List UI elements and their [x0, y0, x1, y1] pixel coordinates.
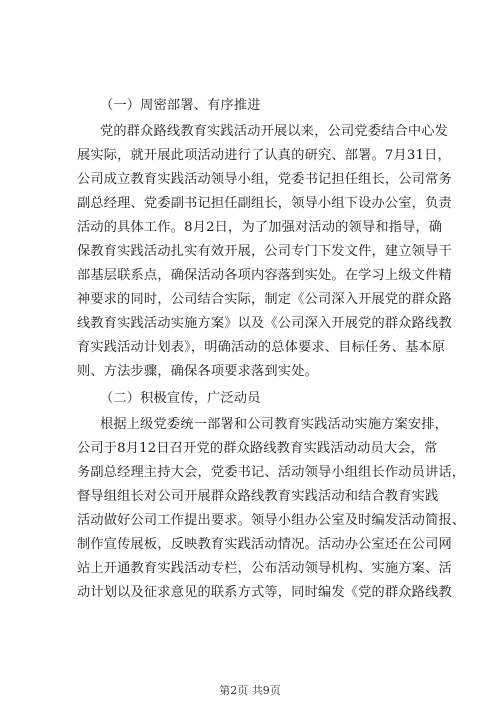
paragraph-line: 线教育实践活动实施方案》以及《公司深入开展党的群众路线教 — [77, 316, 452, 331]
paragraph-line: 党的群众路线教育实践活动开展以来，公司党委结合中心发 — [100, 124, 449, 139]
paragraph-line: 展实际，就开展此项活动进行了认真的研究、部署。7月31日， — [77, 148, 451, 163]
paragraph-line: 育实践活动计划表》，明确活动的总体要求、目标任务、基本原 — [77, 340, 446, 355]
section-heading-2: （二）积极宣传，广泛动员 — [100, 391, 261, 406]
paragraph-line: 则、方法步骤，确保各项要求落到实处。 — [77, 364, 318, 379]
paragraph-line: 根据上级党委统一部署和公司教育实践活动实施方案安排， — [100, 417, 449, 432]
paragraph-line: 公司于8月12日召开党的群众路线教育实践活动动员大会，常 — [77, 441, 438, 456]
paragraph-line: 神要求的同时，公司结合实际，制定《公司深入开展党的群众路 — [77, 292, 452, 307]
paragraph-line: 公司成立教育实践活动领导小组，党委书记担任组长，公司常务 — [77, 172, 452, 187]
paragraph-line: 制作宣传展板，反映教育实践活动情况。活动办公室还在公司网 — [77, 537, 452, 552]
paragraph-line: 副总经理、党委副书记担任副组长，领导小组下设办公室，负责 — [77, 196, 452, 211]
paragraph-line: 站上开通教育实践活动专栏，公布活动领导机构、实施方案、活 — [77, 561, 452, 576]
paragraph-line: 活动做好公司工作提出要求。领导小组办公室及时编发活动简报、 — [77, 513, 466, 528]
paragraph-line: 活动的具体工作。8月2日，为了加强对活动的领导和指导，确 — [77, 220, 443, 235]
section-heading-1: （一）周密部署、有序推进 — [100, 98, 261, 113]
paragraph-line: 务副总经理主持大会，党委书记、活动领导小组组长作动员讲话， — [77, 465, 466, 480]
page-number-footer: 第2页 共9页 — [219, 684, 281, 697]
paragraph-line: 督导组组长对公司开展群众路线教育实践活动和结合教育实践 — [77, 489, 439, 504]
paragraph-line: 部基层联系点，确保活动各项内容落到实处。在学习上级文件精 — [77, 268, 452, 283]
paragraph-line: 保教育实践活动扎实有效开展，公司专门下发文件，建立领导干 — [77, 244, 452, 259]
paragraph-line: 动计划以及征求意见的联系方式等，同时编发《党的群众路线教 — [77, 585, 452, 600]
